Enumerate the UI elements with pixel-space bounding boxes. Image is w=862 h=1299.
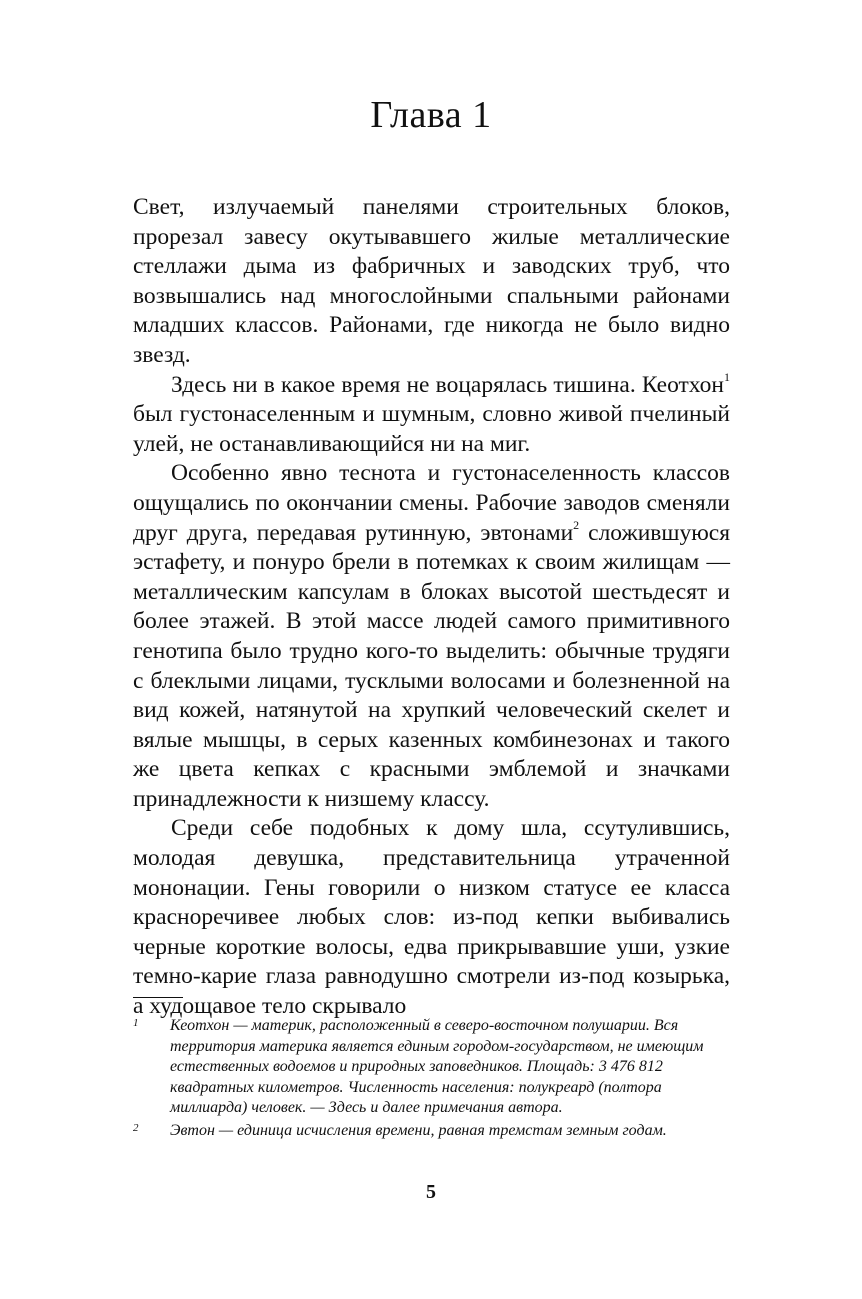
paragraph (133, 814, 730, 1021)
paragraph (133, 193, 730, 371)
footnote (133, 1121, 730, 1142)
paragraph-text: сложившуюся эстафету, и понуро брели в потемках к своим жилищам — металлическим капсулам в блоках высотой шестьдесят и более этажей. В этой массе людей самого примитивного генотипа было трудно кого-то выделить: обычные трудяги с блеклыми лицами, тусклыми волосами и болезненной на вид кожей, натянутой на хрупкий человеческий скелет и вялые мышцы, в серых казенных комбинезонах и такого же цвета кепках с красными эмблемой и значками принадлежности к низшему классу. (133, 519, 731, 812)
footnote-text: Кеотхон — материк, расположенный в северо-восточном полушарии. Вся территория материка является единым городом-государством, не имеющим естественных водоемов и природных заповедников. Площадь: 3 476 812 квадратных километров. Численность населения: полукреард (полтора миллиарда) человек. — Здесь и далее примечания автора. (170, 1017, 704, 1116)
footnote (133, 1016, 730, 1119)
footnote-divider (133, 997, 183, 998)
footnote-text: Эвтон — единица исчисления времени, равная тремстам земным годам. (170, 1121, 667, 1139)
page-number: 5 (426, 1181, 436, 1203)
footnote-number: 2 (133, 1121, 139, 1134)
chapter-title: Глава 1 (370, 94, 492, 136)
footnotes (133, 1016, 730, 1141)
paragraph (133, 459, 730, 814)
paragraph-text: Среди себе подобных к дому шла, ссутулившись, молодая девушка, представительница утраченной мононации. Гены говорили о низком статусе ее класса красноречивее любых слов: из-под кепки выбивались черные короткие волосы, едва прикрывавшие уши, узкие темно-карие глаза равнодушно смотрели из-под козырька, а худощавое тело скрывало (133, 815, 730, 1020)
paragraph-text: Особенно явно теснота и густонаселенность классов ощущались по окончании смены. Рабочие заводов сменяли друг друга, передавая рутинную, эвтонами (133, 460, 730, 546)
paragraph-text: Здесь ни в какое время не воцарялась тишина. Кеотхон (171, 371, 724, 398)
footnote-number: 1 (133, 1017, 139, 1029)
footnote-reference[interactable]: 2 (573, 517, 580, 532)
paragraph-text: был густонаселенным и шумным, словно живой пчелиный улей, не останавливающийся ни на миг. (133, 401, 730, 457)
paragraph (133, 371, 730, 460)
footnote-reference[interactable]: 1 (724, 369, 730, 384)
paragraph-text: Свет, излучаемый панелями строительных блоков, прорезал завесу окутывавшего жилые металлические стеллажи дыма из фабричных и заводских труб, что возвышались над многослойными спальными районами младших классов. Районами, где никогда не было видно звезд. (133, 194, 730, 368)
body-text (133, 193, 730, 1022)
